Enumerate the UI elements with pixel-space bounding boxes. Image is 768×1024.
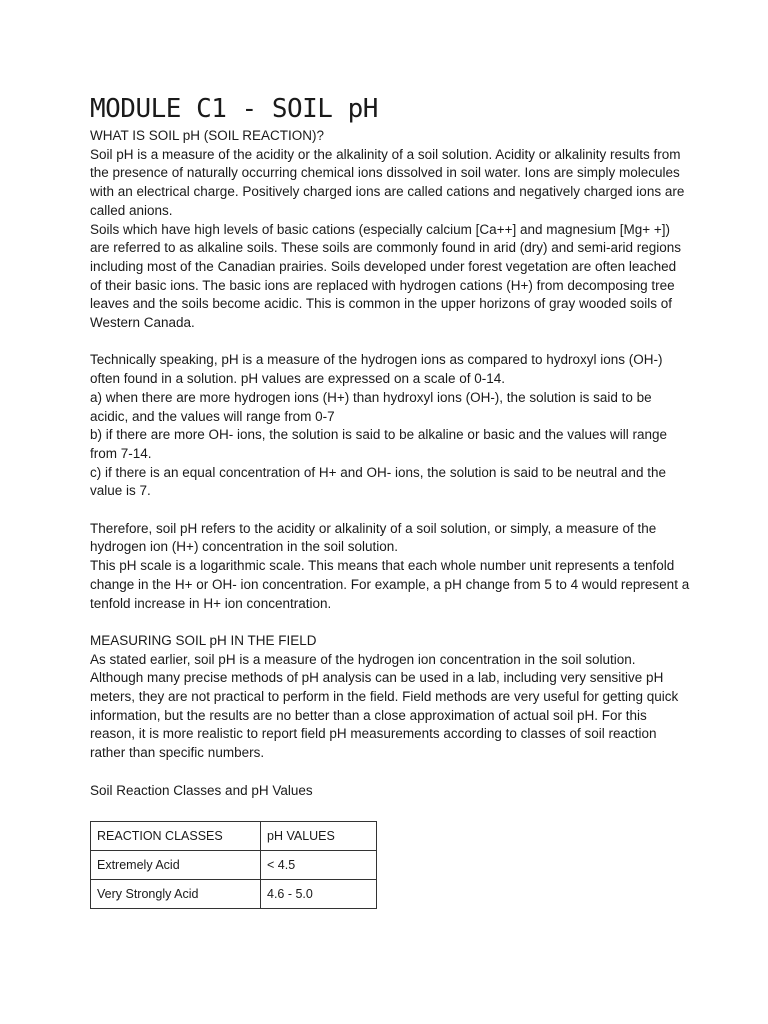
paragraph-soil-ph-definition: Soil pH is a measure of the acidity or the alkalinity of a soil solution. Acidity or alkalinity results from the presence of naturally occurring chemical ions dissolved in soil water. Ions are simply molecules with an electrical charge. Positively charged ions are called cations and negatively charged ions are called anions. xyxy=(90,146,685,218)
spacer xyxy=(90,333,690,352)
section-heading-what-is-soil-ph: WHAT IS SOIL pH (SOIL REACTION)? xyxy=(90,128,325,143)
table-row xyxy=(91,880,377,909)
spacer xyxy=(90,501,690,520)
list-item-c: c) if there is an equal concentration of H+ and OH- ions, the solution is said to be neutral and the value is 7. xyxy=(90,464,666,499)
page-title: MODULE C1 - SOIL pH xyxy=(90,94,378,124)
paragraph-field-measurement: As stated earlier, soil pH is a measure of the hydrogen ion concentration in the soil solution. Although many precise methods of pH analysis can be used in a lab, including very sensitive pH meters, they are not practical to perform in the field. Field methods are very useful for getting quick information, but the results are no better than a close approximation of actual soil pH. For this reason, it is more realistic to report field pH measurements according to classes of soil reaction rather than specific numbers. xyxy=(90,651,679,761)
list-item-a: a) when there are more hydrogen ions (H+) than hydroxyl ions (OH-), the solution is said to be acidic, and the values will range from 0-7 xyxy=(90,389,652,424)
table-header-cell: REACTION CLASSES xyxy=(91,822,261,851)
spacer xyxy=(90,763,690,782)
table-row xyxy=(91,851,377,880)
table-cell: Very Strongly Acid xyxy=(91,880,261,909)
paragraph-logarithmic-scale: This pH scale is a logarithmic scale. This means that each whole number unit represents a tenfold change in the H+ or OH- ion concentration. For example, a pH change from 5 to 4 would represent a tenfold increase in H+ ion concentration. xyxy=(90,558,690,611)
table-caption: Soil Reaction Classes and pH Values xyxy=(90,782,313,798)
document-page xyxy=(90,92,690,909)
section-heading-measuring-soil-ph: MEASURING SOIL pH IN THE FIELD xyxy=(90,632,317,648)
table-cell: 4.6 - 5.0 xyxy=(261,880,377,909)
paragraph-alkaline-soils: Soils which have high levels of basic cations (especially calcium [Ca++] and magnesium [Mg+ +]) are referred to as alkaline soils. These soils are commonly found in arid (dry) and semi-arid regions including most of the Canadian prairies. Soils developed under forest vegetation are often leached of their basic ions. The basic ions are replaced with hydrogen cations (H+) from decomposing tree leaves and the soils become acidic. This is common in the upper horizons of gray wooded soils of Western Canada. xyxy=(90,221,682,331)
list-item-b: b) if there are more OH- ions, the solution is said to be alkaline or basic and the values will range from 7-14. xyxy=(90,427,668,461)
paragraph-technically-speaking: Technically speaking, pH is a measure of the hydrogen ions as compared to hydroxyl ions (OH-) often found in a solution. pH values are expressed on a scale of 0-14. xyxy=(90,352,663,387)
paragraph-therefore: Therefore, soil pH refers to the acidity or alkalinity of a soil solution, or simply, a measure of the hydrogen ion (H+) concentration in the soil solution. xyxy=(90,520,657,555)
reaction-classes-table xyxy=(90,821,377,909)
table-header-cell: pH VALUES xyxy=(261,822,377,851)
table-header-row xyxy=(91,822,377,851)
spacer xyxy=(90,613,690,632)
table-cell: < 4.5 xyxy=(261,851,377,880)
table-cell: Extremely Acid xyxy=(91,851,261,880)
